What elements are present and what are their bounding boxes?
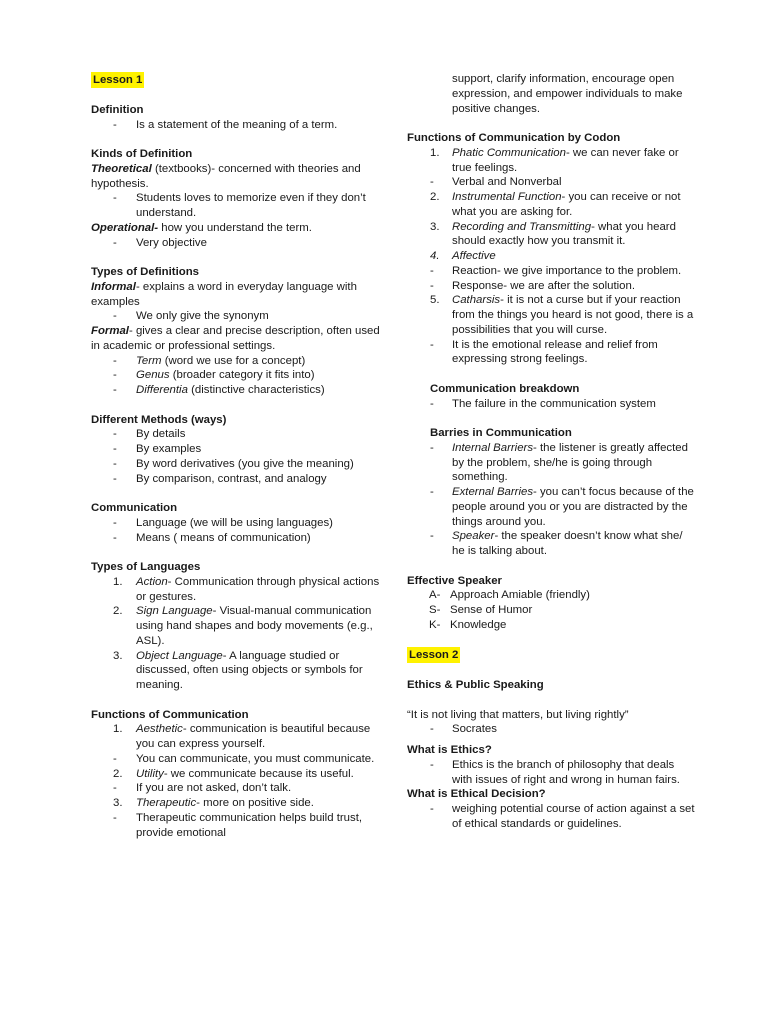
operational-paragraph: Operational- how you understand the term.: [91, 221, 312, 234]
effective-speaker-heading: Effective Speaker: [407, 574, 502, 587]
quote: “It is not living that matters, but living rightly”: [407, 708, 629, 721]
theoretical-paragraph: Theoretical (textbooks)- concerned with theories and hypothesis.: [91, 162, 361, 190]
list-item: 2. Sign Language- Visual-manual communication using hand shapes and body movements (e.g., ASL).: [113, 605, 373, 647]
list-item: 2. Utility- we communicate because its useful.: [113, 767, 354, 780]
list-item: - You can communicate, you must communicate.: [113, 752, 375, 765]
list-item: - By comparison, contrast, and analogy: [113, 472, 327, 485]
list-item: 1. Phatic Communication- we can never fake or true feelings.: [430, 146, 679, 174]
lesson-1-heading: Lesson 1: [93, 74, 143, 86]
left-column: [91, 72, 381, 840]
list-item: 3. Recording and Transmitting- what you heard should exactly how you transmit it.: [430, 220, 676, 248]
functions-of-communication-heading: Functions of Communication: [91, 708, 249, 721]
list-item: - The failure in the communication system: [430, 397, 656, 410]
list-item: - Genus (broader category it fits into): [113, 369, 315, 382]
list-item: 4. Affective: [430, 250, 496, 262]
list-item: 3. Therapeutic- more on positive side.: [113, 797, 314, 809]
list-item: - By word derivatives (you give the meaning): [113, 457, 354, 470]
right-column: [407, 72, 697, 832]
list-item: 1. Action- Communication through physical actions or gestures.: [113, 575, 380, 603]
list-item: - We only give the synonym: [113, 310, 269, 323]
list-item: - By details: [113, 428, 186, 441]
informal-paragraph: Informal- explains a word in everyday language with examples: [91, 280, 357, 308]
list-item: K- Knowledge: [429, 618, 507, 631]
definition-heading: Definition: [91, 103, 144, 116]
list-item: - Reaction- we give importance to the problem.: [430, 264, 682, 277]
list-item: - Differentia (distinctive characteristics): [113, 384, 325, 396]
communication-heading: Communication: [91, 502, 178, 514]
list-item: - Means ( means of communication): [113, 531, 311, 544]
ethical-decision-heading: What is Ethical Decision?: [407, 788, 546, 801]
list-item: - weighing potential course of action against a set of ethical standards or guidelines.: [430, 803, 695, 830]
list-item: - Term (word we use for a concept): [113, 354, 306, 367]
list-item: - Therapeutic communication helps build trust, provide emotional: [113, 811, 363, 839]
list-item: - Speaker- the speaker doesn’t know what she/ he is talking about.: [430, 530, 683, 557]
list-item: - It is the emotional release and relief from expressing strong feelings.: [430, 338, 658, 366]
list-item: - Response- we are after the solution.: [430, 279, 635, 292]
list-item: - External Barries- you can’t focus because of the people around you or you are distracted by the things around you.: [430, 486, 694, 528]
communication-breakdown-heading: Communication breakdown: [430, 382, 580, 395]
list-item: - Verbal and Nonverbal: [430, 176, 562, 189]
list-item: 3. Object Language- A language studied or discussed, often using objects or symbols for meaning.: [113, 649, 363, 691]
list-item: S- Sense of Humor: [429, 604, 533, 616]
list-item: - By examples: [113, 443, 202, 455]
list-item: 2. Instrumental Function- you can receive or not what you are asking for.: [430, 191, 681, 218]
ethics-heading: Ethics & Public Speaking: [407, 679, 544, 691]
kinds-of-definition-heading: Kinds of Definition: [91, 148, 193, 160]
different-methods-heading: Different Methods (ways): [91, 413, 227, 426]
barries-heading: Barries in Communication: [430, 427, 572, 439]
list-item: A- Approach Amiable (friendly): [429, 589, 590, 602]
list-item: - Is a statement of the meaning of a term.: [113, 118, 338, 131]
functions-by-codon-heading: Functions of Communication by Codon: [407, 132, 621, 144]
what-is-ethics-heading: What is Ethics?: [407, 744, 492, 756]
list-item: - Ethics is the branch of philosophy that deals with issues of right and wrong in human fairs.: [430, 758, 680, 786]
list-item: - If you are not asked, don’t talk.: [113, 782, 292, 795]
list-item: - Internal Barriers- the listener is greatly affected by the problem, she/he is going through something.: [430, 441, 688, 484]
list-item: - Very objective: [113, 236, 207, 249]
list-item: - Language (we will be using languages): [113, 516, 333, 529]
list-item: - Socrates: [430, 723, 497, 736]
lesson-2-heading: Lesson 2: [409, 649, 459, 662]
list-item: 5. Catharsis- it is not a curse but if your reaction from the things you heard is not good, there is a possibilities that you will curse.: [430, 294, 694, 336]
formal-paragraph: Formal- gives a clear and precise description, often used in academic or professional settings.: [91, 325, 380, 352]
list-item: - Students loves to memorize even if they don’t understand.: [113, 192, 366, 219]
types-of-languages-heading: Types of Languages: [91, 561, 201, 573]
continued-list-text: support, clarify information, encourage open expression, and empower individuals to make positive changes.: [452, 73, 683, 115]
list-item: 1. Aesthetic- communication is beautiful because you can express yourself.: [113, 723, 371, 750]
types-of-definitions-heading: Types of Definitions: [91, 266, 200, 278]
